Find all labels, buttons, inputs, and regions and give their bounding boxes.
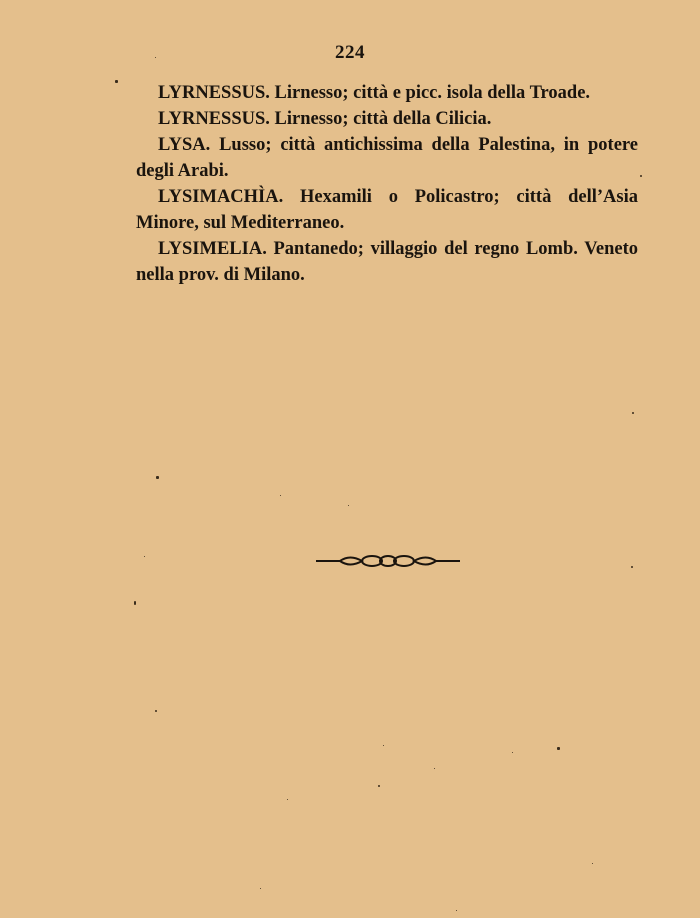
speck — [592, 863, 593, 864]
entries-list — [136, 80, 638, 288]
speck — [260, 888, 261, 889]
speck — [557, 747, 560, 750]
speck — [280, 495, 281, 496]
page-number: 224 — [335, 42, 365, 63]
speck — [512, 752, 513, 753]
entry-lysa: LYSA. Lusso; città antichissima della Palestina, in potere degli Arabi. — [136, 135, 638, 181]
speck — [287, 799, 288, 800]
speck — [155, 710, 157, 712]
speck — [378, 785, 380, 787]
speck — [640, 175, 642, 177]
speck — [632, 412, 634, 414]
speck — [144, 556, 145, 557]
speck — [156, 476, 159, 479]
speck — [631, 566, 633, 568]
entry-lyrnessus-troade: LYRNESSUS. Lirnesso; città e picc. isola della Troade. — [158, 83, 591, 103]
entry-lyrnessus-cilicia: LYRNESSUS. Lirnesso; città della Cilicia. — [158, 109, 492, 129]
speck — [456, 910, 457, 911]
speck — [134, 601, 136, 605]
speck — [348, 505, 349, 506]
speck — [383, 745, 384, 746]
scroll-divider-ornament-icon — [316, 552, 460, 570]
entry-lysimachia: LYSIMACHÌA. Hexamili o Policastro; città dell’Asia Minore, sul Mediterraneo. — [136, 187, 638, 233]
speck — [155, 57, 156, 58]
speck — [115, 80, 118, 83]
speck — [434, 768, 435, 769]
entry-lysimelia: LYSIMELIA. Pantanedo; villaggio del regno Lomb. Veneto nella prov. di Milano. — [136, 239, 638, 285]
